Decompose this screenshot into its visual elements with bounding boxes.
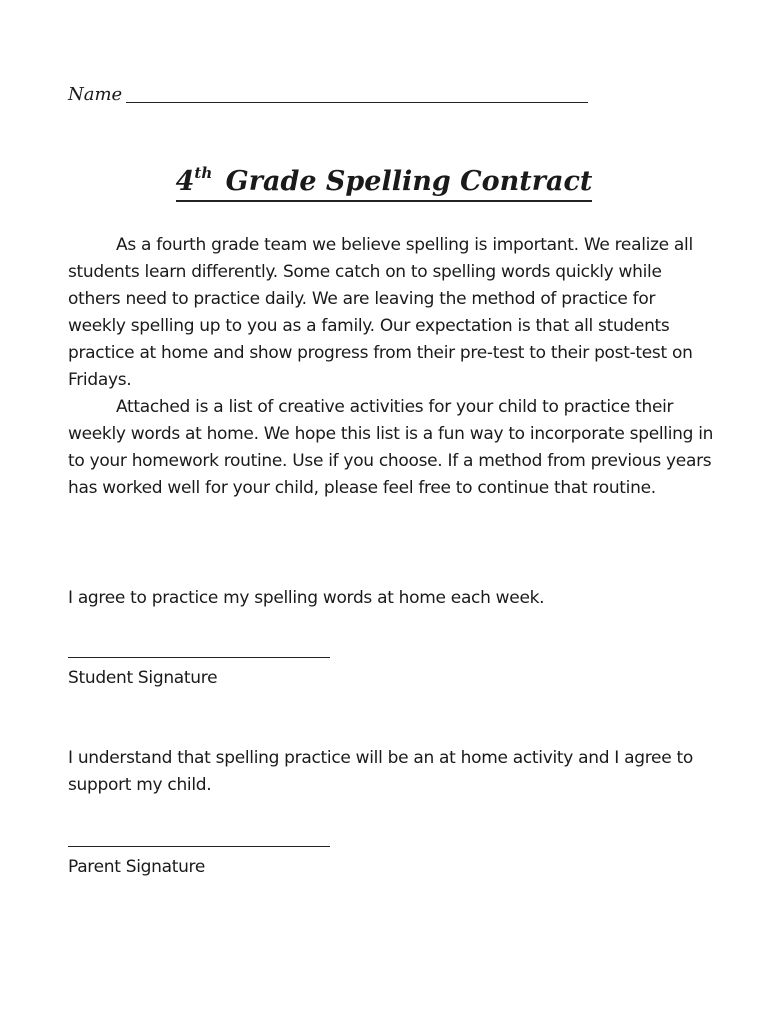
name-blank-line [126,102,588,103]
title-ordinal-suffix: th [194,164,213,182]
title-text: Grade Spelling Contract [216,166,593,197]
student-signature-label: Student Signature [68,668,218,688]
body-text [68,232,716,502]
student-signature-line [68,657,330,658]
name-field [68,80,598,110]
name-label: Name [68,84,123,105]
parent-signature-line [68,846,330,847]
page-title [0,158,768,204]
student-statement: I agree to practice my spelling words at home each week. [68,588,545,608]
title-underlined [176,158,593,202]
parent-statement: I understand that spelling practice will be an at home activity and I agree to support my child. [68,748,693,795]
paragraph-activities: Attached is a list of creative activities for your child to practice their weekly words at home. We hope this list is a fun way to incorporate spelling in to your homework routine. Use if you choose. If a method from previous years has worked well for your child, please feel free to continue that routine. [68,397,714,498]
paragraph-intro: As a fourth grade team we believe spelling is important. We realize all students learn differently. Some catch on to spelling words quickly while others need to practice daily. We are leaving the method of practice for weekly spelling up to you as a family. Our expectation is that all students practice at home and show progress from their pre-test to their post-test on Fridays. [68,235,693,390]
title-ordinal: 4 [175,166,195,197]
parent-signature-label: Parent Signature [68,857,206,877]
